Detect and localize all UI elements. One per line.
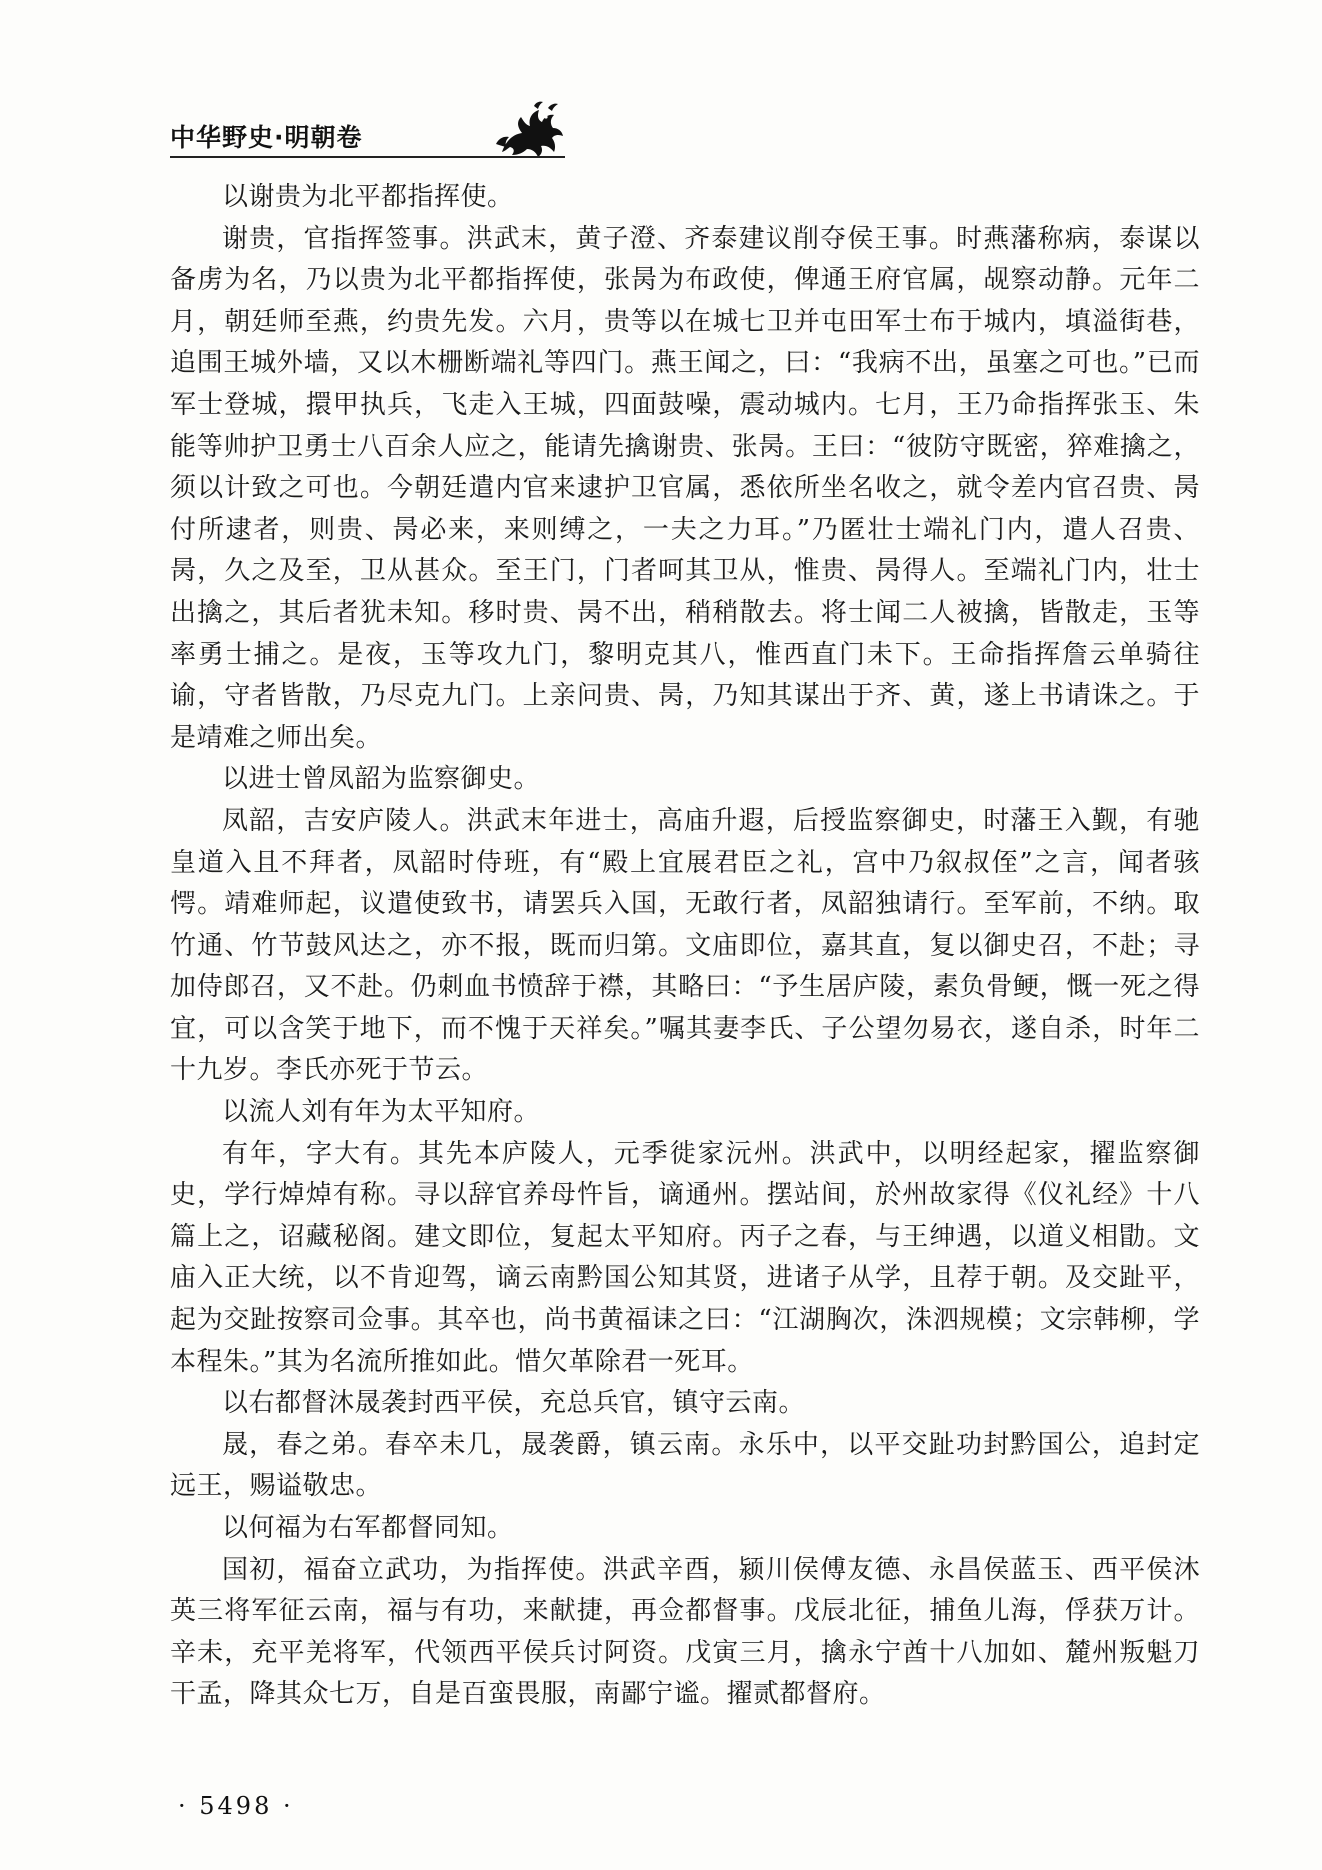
page-number: · 5498 ·: [178, 1792, 294, 1820]
header-rule: [170, 156, 565, 158]
paragraph-caption: 以何福为右军都督同知。: [222, 1513, 514, 1543]
body-text: [170, 177, 1200, 1716]
paragraph-caption: 以谢贵为北平都指挥使。: [222, 182, 514, 212]
paragraph: 晟，春之弟。春卒未几，晟袭爵，镇云南。永乐中，以平交趾功封黔国公，追封定远王，赐谥敬忠。: [170, 1429, 1200, 1502]
paragraph-caption: 以流人刘有年为太平知府。: [222, 1097, 541, 1128]
paragraph: 谢贵，官指挥签事。洪武末，黄子澄、齐泰建议削夺侯王事。时燕藩称病，泰谋以备虏为名，乃以贵为北平都指挥使，张昺为布政使，俾通王府官属，觇察动静。元年二月，朝廷师至燕，约贵先发。六月，贵等以在城七卫并屯田军士布于城内，填溢街巷，追围王城外墙，又以木栅断端礼等四门。燕王闻之，曰：“我病不出，虽塞之可也。”已而军士登城，擐甲执兵，飞走入王城，四面鼓噪，震动城内。七月，王乃命指挥张玉、朱能等帅护卫勇士八百余人应之，能请先擒谢贵、张昺。王曰：“彼防守既密，猝难擒之，须以计致之可也。今朝廷遣内官来逮护卫官属，悉依所坐名收之，就令差内官召贵、昺付所逮者，则贵、昺必来，来则缚之，一夫之力耳。”乃匿壮士端礼门内，遣人召贵、昺，久之及至，卫从甚众。至王门，门者呵其卫从，惟贵、昺得人。至端礼门内，壮士出擒之，其后者犹未知。移时贵、昺不出，稍稍散去。将士闻二人被擒，皆散走，玉等率勇士捕之。是夜，玉等攻九门，黎明克其八，惟西直门未下。王命指挥詹云单骑往谕，守者皆散，乃尽克九门。上亲问贵、昺，乃知其谋出于齐、黄，遂上书请诛之。于是靖难之师出矣。: [170, 223, 1200, 753]
paragraph: 凤韶，吉安庐陵人。洪武末年进士，高庙升遐，后授监察御史，时藩王入觐，有驰皇道入且不拜者，凤韶时侍班，有“殿上宜展君臣之礼，宫中乃叙叔侄”之言，闻者骇愕。靖难师起，议遣使致书，请罢兵入国，无敢行者，凤韶独请行。至军前，不纳。取竹通、竹节鼓风达之，亦不报，既而归第。文庙即位，嘉其直，复以御史召，不赴；寻加侍郎召，又不赴。仍刺血书愤辞于襟，其略曰：“予生居庐陵，素负骨鲠，慨一死之得宜，可以含笑于地下，而不愧于天祥矣。”嘱其妻李氏、子公望勿易衣，遂自杀，时年二十九岁。李氏亦死于节云。: [170, 805, 1200, 1086]
paragraph-caption: 以右都督沐晟袭封西平侯，充总兵官，镇守云南。: [222, 1388, 806, 1419]
dragon-icon: [488, 100, 568, 160]
paragraph-caption: 以进士曾凤韶为监察御史。: [222, 764, 541, 795]
paragraph: 国初，福奋立武功，为指挥使。洪武辛酉，颍川侯傅友德、永昌侯蓝玉、西平侯沐英三将军征云南，福与有功，来献捷，再佥都督事。戊辰北征，捕鱼儿海，俘获万计。辛未，充平羌将军，代领西平侯兵讨阿资。戊寅三月，擒永宁酋十八加如、麓州叛魁刀干孟，降其众七万，自是百蛮畏服，南鄙宁谧。擢贰都督府。: [170, 1554, 1200, 1710]
book-title: 中华野史·明朝卷: [170, 123, 363, 152]
paragraph: 有年，字大有。其先本庐陵人，元季徙家沅州。洪武中，以明经起家，擢监察御史，学行焯焯有称。寻以辞官养母忤旨，谪通州。摆站间，於州故家得《仪礼经》十八篇上之，诏藏秘阁。建文即位，复起太平知府。丙子之春，与王绅遇，以道义相勖。文庙入正大统，以不肯迎驾，谪云南黔国公知其贤，进诸子从学，且荐于朝。及交趾平，起为交趾按察司佥事。其卒也，尚书黄福诔之曰：“江湖胸次，洙泗规模；文宗韩柳，学本程朱。”其为名流所推如此。惜欠革除君一死耳。: [170, 1138, 1200, 1377]
running-header: [170, 100, 570, 170]
